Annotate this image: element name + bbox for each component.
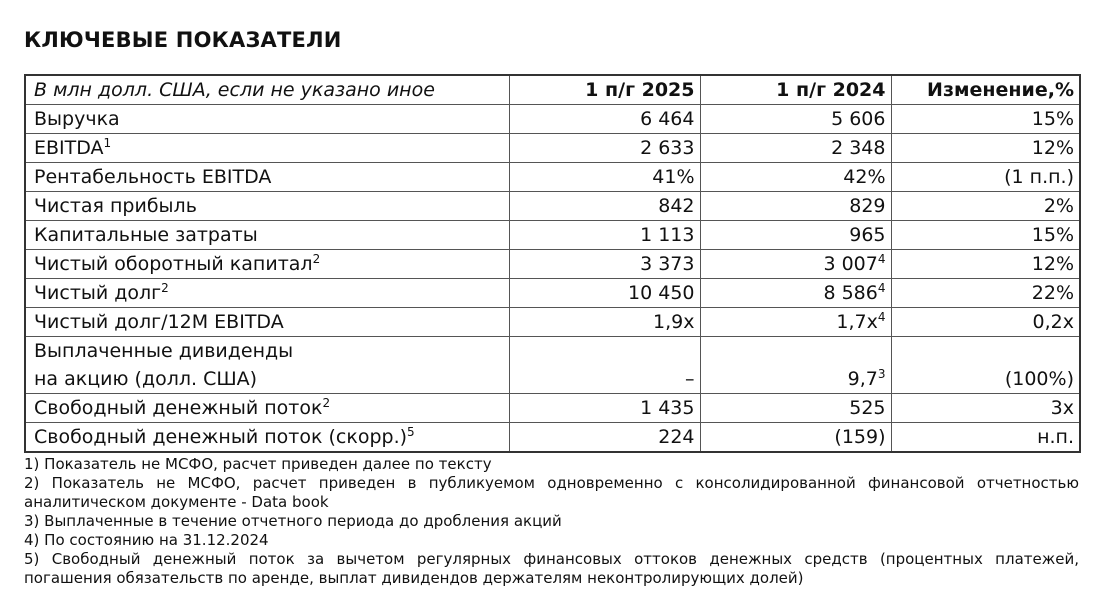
table-row xyxy=(25,192,1080,221)
table-row xyxy=(25,105,1080,134)
header-change: Изменение,% xyxy=(891,75,1080,105)
value-2024: 3 $007^4$ xyxy=(700,250,891,279)
value-change: 3x xyxy=(891,394,1080,423)
table-row xyxy=(25,337,1080,394)
footnote-4: 4) По состоянию на 31.12.2024 xyxy=(24,531,269,549)
value-2024: 965 xyxy=(700,221,891,250)
value-2025: 41% xyxy=(509,163,700,192)
footnote-ref: 4 xyxy=(877,310,886,324)
row-label: Рентабельность EBITDA xyxy=(25,163,509,192)
footnote-ref: 4 xyxy=(877,252,886,266)
key-indicators-table-wrapper xyxy=(24,74,1079,453)
value-change: 12% xyxy=(891,250,1080,279)
row-label: Свободный денежный поток (скорр.)$^5$ xyxy=(25,423,509,453)
value-2025: 1 435 xyxy=(509,394,700,423)
key-indicators-table xyxy=(24,74,1081,453)
value-change: 12% xyxy=(891,134,1080,163)
value-2024: 8 $586^4$ xyxy=(700,279,891,308)
row-label: Выплаченные дивиденды на акцию (долл. США) xyxy=(25,337,509,394)
value-2025: – xyxy=(509,337,700,394)
value-2024: 525 xyxy=(700,394,891,423)
value-change: (1 п.п.) xyxy=(891,163,1080,192)
row-label: Чистая прибыль xyxy=(25,192,509,221)
value-2025: 1 113 xyxy=(509,221,700,250)
footnotes xyxy=(24,455,1079,588)
value-2025: 2 633 xyxy=(509,134,700,163)
footnote-3: 3) Выплаченные в течение отчетного периода до дробления акций xyxy=(24,512,562,530)
footnote-ref: 4 xyxy=(877,281,886,295)
value-2025: 6 464 xyxy=(509,105,700,134)
header-h1-2024: 1 п/г 2024 xyxy=(700,75,891,105)
value-2024: 2 348 xyxy=(700,134,891,163)
row-label: Чистый оборотный капитал$^2$ xyxy=(25,250,509,279)
footnote-ref: 2 xyxy=(312,252,321,266)
row-label: Свободный денежный поток$^2$ xyxy=(25,394,509,423)
table-row xyxy=(25,250,1080,279)
footnote-ref: 1 xyxy=(103,136,112,150)
header-units: В млн долл. США, если не указано иное xyxy=(25,75,509,105)
value-2025: 224 xyxy=(509,423,700,453)
value-2024: (159) xyxy=(700,423,891,453)
table-header-row xyxy=(25,75,1080,105)
value-2024: 42% xyxy=(700,163,891,192)
value-2025: 10 450 xyxy=(509,279,700,308)
value-change: 22% xyxy=(891,279,1080,308)
value-change: (100%) xyxy=(891,337,1080,394)
value-change: 0,2x xyxy=(891,308,1080,337)
footnote-2: 2) Показатель не МСФО, расчет приведен в публикуемом одновременно с консолидированной финансовой отчетностью аналитическом документе - Data book xyxy=(24,474,1079,511)
footnote-5: 5) Свободный денежный поток за вычетом регулярных финансовых оттоков денежных средств (процентных платежей, погашения обязательств по аренде, выплат дивидендов держателям неконтролирующих долей) xyxy=(24,550,1079,587)
value-2024: 5 606 xyxy=(700,105,891,134)
value-change: н.п. xyxy=(891,423,1080,453)
footnote-ref: 5 xyxy=(407,425,415,439)
value-2025: 1,9x xyxy=(509,308,700,337)
table-row xyxy=(25,308,1080,337)
value-change: 15% xyxy=(891,105,1080,134)
row-label: Чистый долг/12M EBITDA xyxy=(25,308,509,337)
value-change: 2% xyxy=(891,192,1080,221)
value-2024: 829 xyxy=(700,192,891,221)
row-label: Капитальные затраты xyxy=(25,221,509,250)
table-row xyxy=(25,279,1080,308)
value-change: 15% xyxy=(891,221,1080,250)
value-2024: $1,7x^4$ xyxy=(700,308,891,337)
page-title: КЛЮЧЕВЫЕ ПОКАЗАТЕЛИ xyxy=(24,28,342,52)
table-row xyxy=(25,221,1080,250)
row-label: EBITDA$^1$ xyxy=(25,134,509,163)
table-row xyxy=(25,134,1080,163)
header-h1-2025: 1 п/г 2025 xyxy=(509,75,700,105)
footnote-ref: 2 xyxy=(161,281,169,295)
value-2024: $9,7^3$ xyxy=(700,337,891,394)
table-row xyxy=(25,394,1080,423)
footnote-ref: 3 xyxy=(877,367,886,381)
row-label: Чистый долг$^2$ xyxy=(25,279,509,308)
table-row xyxy=(25,163,1080,192)
value-2025: 842 xyxy=(509,192,700,221)
footnote-1: 1) Показатель не МСФО, расчет приведен далее по тексту xyxy=(24,455,492,473)
footnote-ref: 2 xyxy=(322,396,331,410)
row-label: Выручка xyxy=(25,105,509,134)
table-row xyxy=(25,423,1080,453)
value-2025: 3 373 xyxy=(509,250,700,279)
